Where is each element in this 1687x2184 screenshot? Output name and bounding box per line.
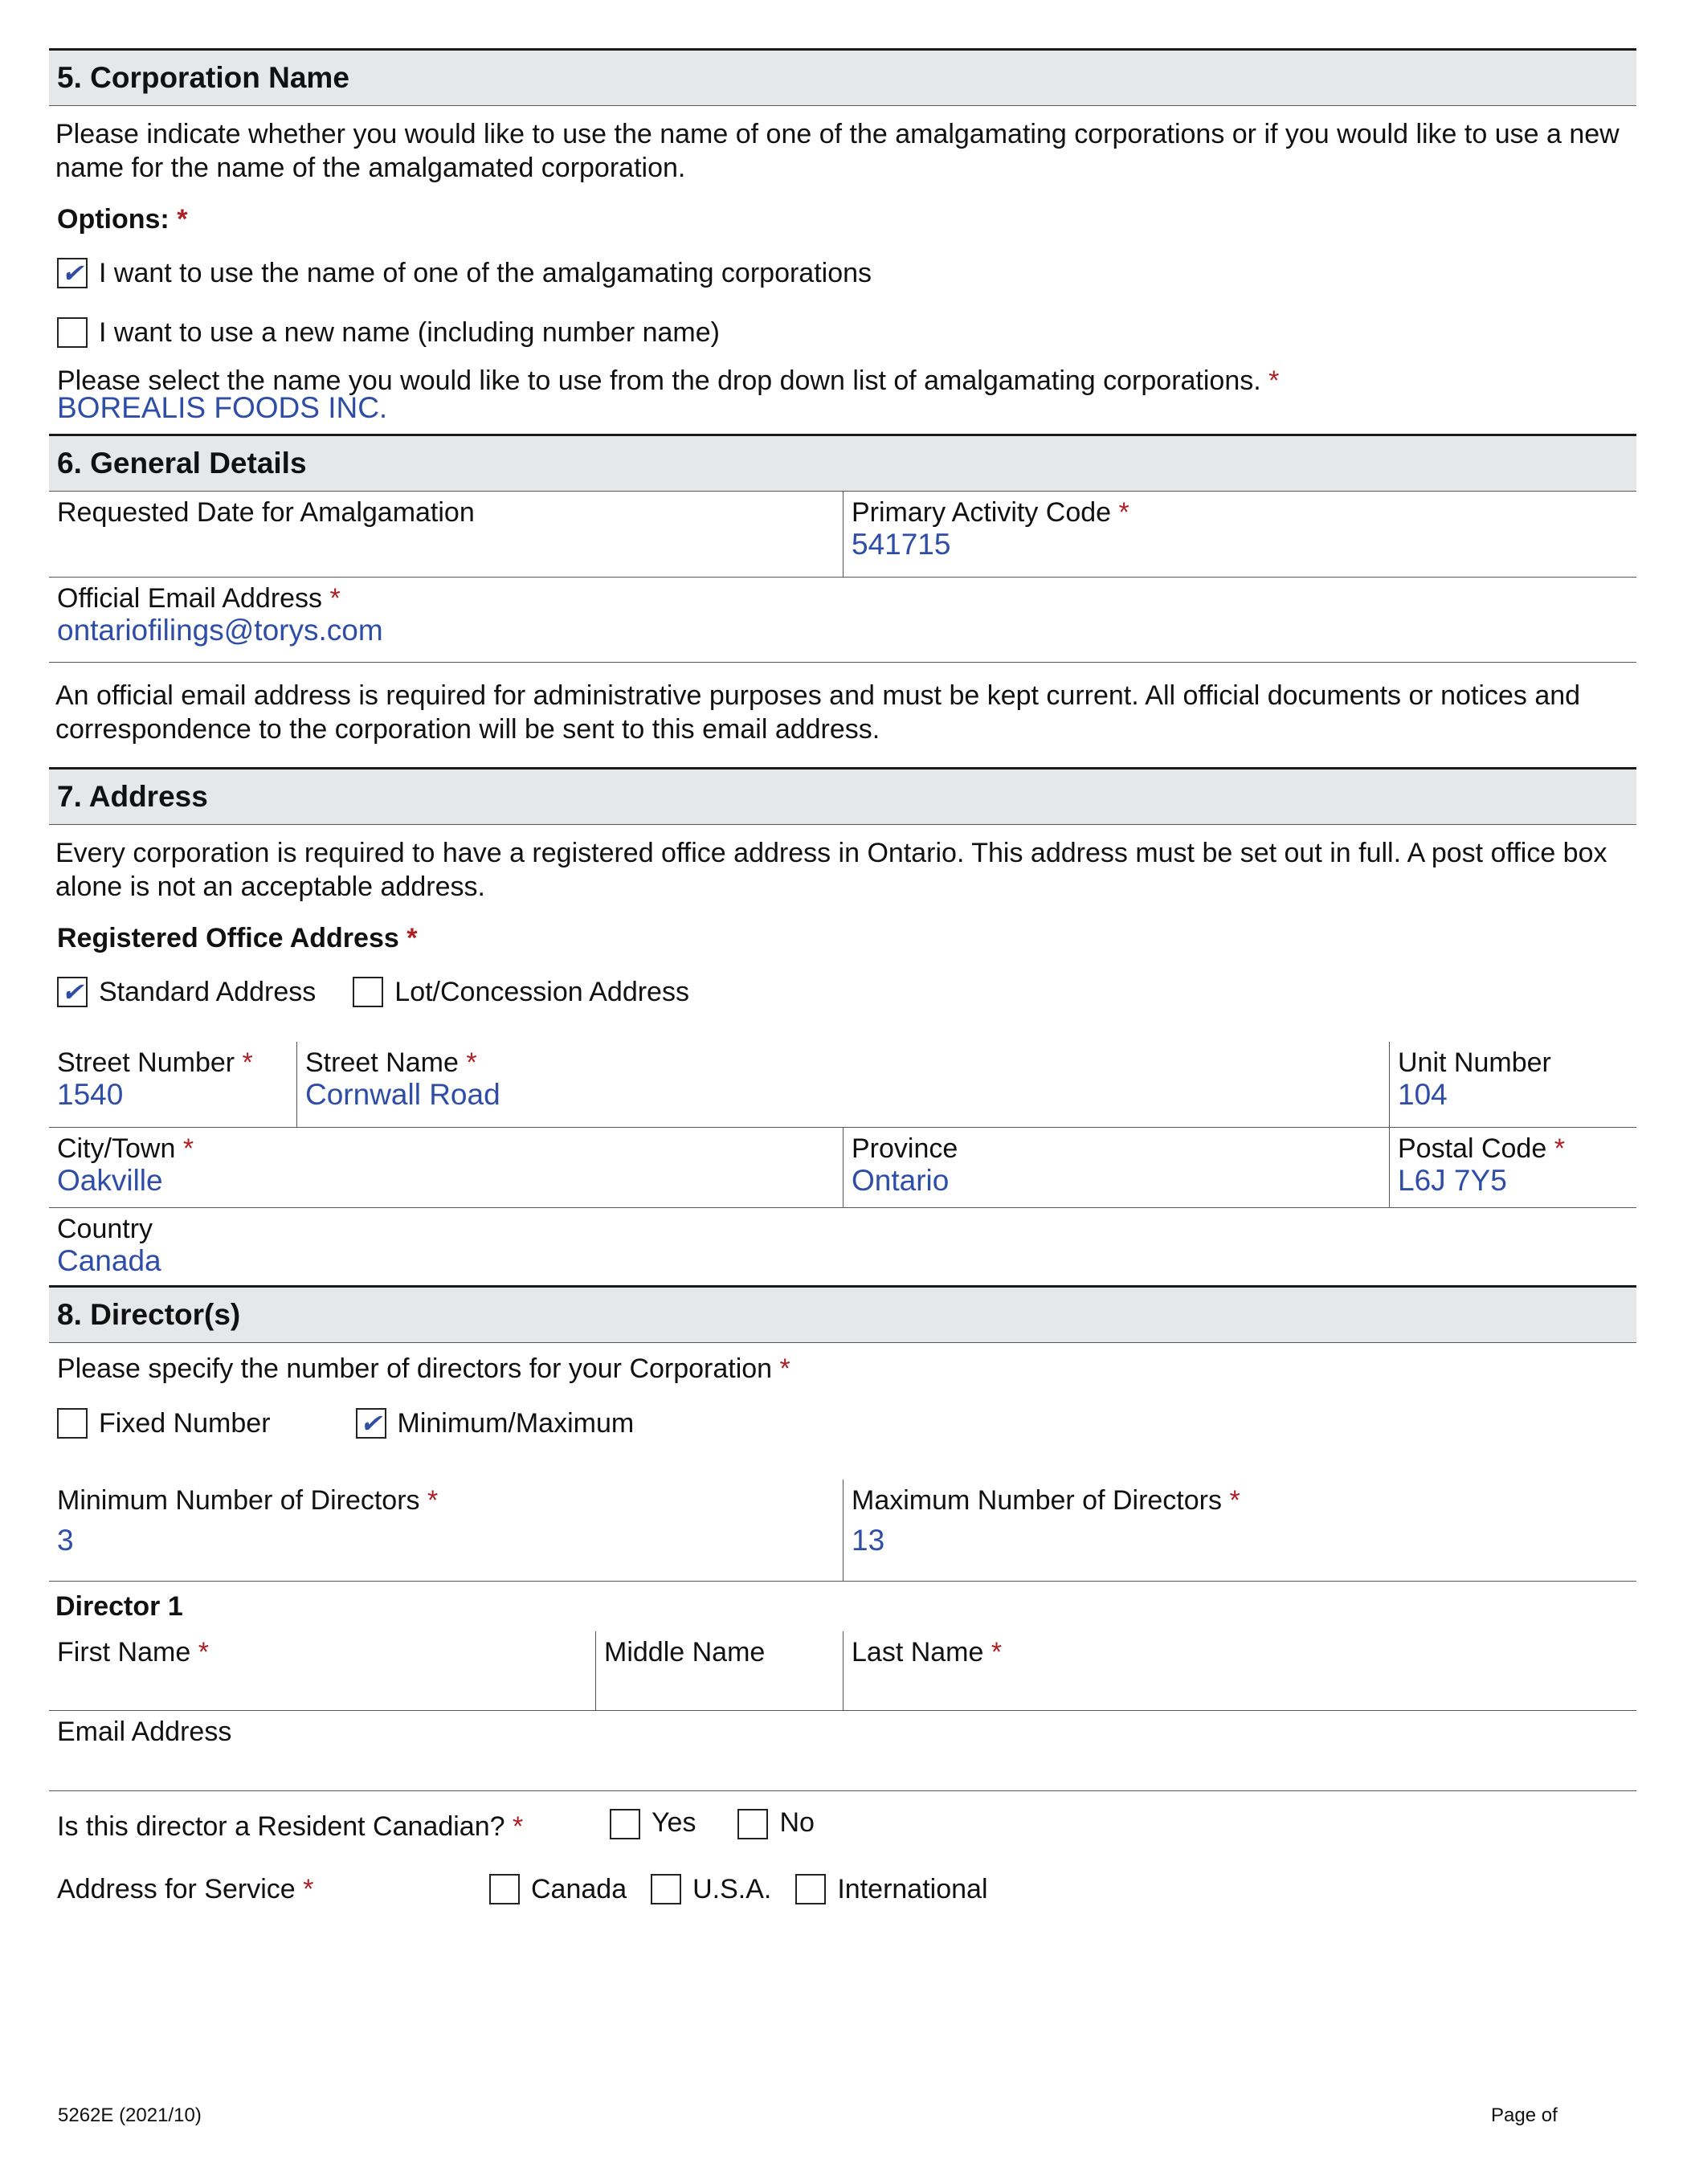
min-max-label: Minimum/Maximum: [397, 1408, 635, 1439]
resident-yes-checkbox[interactable]: [610, 1809, 640, 1839]
directors-min-max-row: [49, 1480, 1636, 1582]
section-7-header: [49, 767, 1636, 825]
official-email-value: ontariofilings@torys.com: [57, 614, 383, 647]
province-field[interactable]: [843, 1128, 1389, 1207]
address-row-1: [49, 1042, 1636, 1128]
max-directors-label: Maximum Number of Directors *: [852, 1485, 1240, 1516]
director-email-row: [49, 1711, 1636, 1791]
min-max-checkbox[interactable]: ✔: [356, 1408, 386, 1439]
selected-corporation-name[interactable]: BOREALIS FOODS INC.: [57, 391, 388, 424]
address-type-options: [57, 974, 1636, 1010]
street-number-value: 1540: [57, 1078, 124, 1111]
street-name-label: Street Name *: [305, 1047, 477, 1078]
max-directors-value: 13: [852, 1524, 885, 1557]
section-5-header: [49, 48, 1636, 106]
city-field[interactable]: [49, 1128, 843, 1207]
city-label: City/Town *: [57, 1133, 194, 1164]
street-number-field[interactable]: [49, 1042, 296, 1127]
section-8-title: 8. Director(s): [57, 1298, 241, 1331]
select-name-prompt: Please select the name you would like to use from the drop down list of amalgamating corporations. *: [57, 365, 1280, 396]
option-new-name[interactable]: [57, 315, 1636, 350]
address-for-service-label: Address for Service *: [57, 1874, 314, 1904]
standard-address-checkbox[interactable]: ✔: [57, 977, 88, 1007]
service-international-checkbox[interactable]: [795, 1874, 826, 1904]
min-directors-label: Minimum Number of Directors *: [57, 1485, 439, 1516]
middle-name-label: Middle Name: [604, 1637, 766, 1668]
official-email-note: An official email address is required for administrative purposes and must be kept current. All official documents or notices and correspondence to the corporation will be sent to this email address.: [55, 680, 1581, 745]
address-row-2: [49, 1128, 1636, 1208]
option-existing-name[interactable]: [57, 255, 1636, 291]
form-code: 5262E (2021/10): [58, 2104, 202, 2126]
director-email-label: Email Address: [57, 1717, 232, 1747]
standard-address-label: Standard Address: [99, 977, 317, 1007]
official-email-label: Official Email Address *: [57, 583, 341, 614]
postal-code-label: Postal Code *: [1398, 1133, 1565, 1164]
registered-office-label: Registered Office Address *: [57, 923, 418, 953]
fixed-number-label: Fixed Number: [99, 1408, 271, 1439]
amalgamation-date-field[interactable]: [49, 492, 843, 577]
page-number: Page of: [1491, 2104, 1558, 2126]
min-directors-field[interactable]: [49, 1480, 843, 1581]
service-canada-label: Canada: [531, 1874, 627, 1904]
province-label: Province: [852, 1133, 958, 1164]
address-for-service-row: [57, 1872, 1632, 1907]
director-name-row: [49, 1631, 1636, 1711]
country-field[interactable]: [49, 1208, 1636, 1285]
first-name-label: First Name *: [57, 1637, 209, 1668]
min-directors-value: 3: [57, 1524, 74, 1557]
max-directors-field[interactable]: [843, 1480, 1636, 1581]
existing-name-checkbox[interactable]: ✔: [57, 258, 88, 288]
section-5-intro: Please indicate whether you would like to use the name of one of the amalgamating corporations or if you would like to use a new name for the name of the amalgamated corporation.: [55, 119, 1620, 183]
director-1-heading: Director 1: [55, 1591, 183, 1622]
first-name-field[interactable]: [49, 1631, 595, 1710]
section-6-title: 6. General Details: [57, 447, 307, 480]
middle-name-field[interactable]: [595, 1631, 843, 1710]
province-value: Ontario: [852, 1164, 950, 1197]
section-8-header: [49, 1285, 1636, 1343]
street-name-value: Cornwall Road: [305, 1078, 500, 1111]
unit-number-value: 104: [1398, 1078, 1448, 1111]
last-name-field[interactable]: [843, 1631, 1636, 1710]
fixed-number-checkbox[interactable]: [57, 1408, 88, 1439]
general-details-row-2: [49, 578, 1636, 663]
service-usa-label: U.S.A.: [692, 1874, 772, 1904]
primary-activity-field[interactable]: [843, 492, 1636, 577]
lot-concession-checkbox[interactable]: [353, 977, 383, 1007]
service-usa-checkbox[interactable]: [651, 1874, 681, 1904]
official-email-field[interactable]: [49, 578, 1636, 662]
section-7-intro: Every corporation is required to have a registered office address in Ontario. This address must be set out in full. A post office box alone is not an acceptable address.: [55, 838, 1607, 902]
options-label: Options: *: [57, 204, 188, 235]
director-email-field[interactable]: [49, 1711, 1636, 1790]
service-international-label: International: [837, 1874, 988, 1904]
street-number-label: Street Number *: [57, 1047, 253, 1078]
postal-code-field[interactable]: [1389, 1128, 1636, 1207]
directors-count-prompt: Please specify the number of directors for your Corporation *: [57, 1353, 790, 1384]
resident-canadian-row: [57, 1809, 1632, 1844]
city-value: Oakville: [57, 1164, 163, 1197]
directors-count-options: [57, 1406, 1636, 1441]
amalgamation-date-label: Requested Date for Amalgamation: [57, 497, 475, 528]
resident-canadian-question: Is this director a Resident Canadian? *: [57, 1811, 524, 1842]
country-value: Canada: [57, 1244, 161, 1277]
primary-activity-value: 541715: [852, 528, 951, 561]
street-name-field[interactable]: [296, 1042, 1389, 1127]
primary-activity-label: Primary Activity Code *: [852, 497, 1129, 528]
postal-code-value: L6J 7Y5: [1398, 1164, 1507, 1197]
resident-no-label: No: [779, 1807, 815, 1838]
last-name-label: Last Name *: [852, 1637, 1003, 1668]
form-page: [49, 48, 1636, 1907]
country-label: Country: [57, 1214, 153, 1244]
address-row-3: [49, 1208, 1636, 1285]
resident-no-checkbox[interactable]: [737, 1809, 768, 1839]
lot-concession-label: Lot/Concession Address: [394, 977, 689, 1007]
section-7-title: 7. Address: [57, 780, 208, 813]
general-details-row-1: [49, 492, 1636, 578]
new-name-checkbox[interactable]: [57, 317, 88, 348]
section-6-header: [49, 434, 1636, 492]
unit-number-field[interactable]: [1389, 1042, 1636, 1127]
existing-name-label: I want to use the name of one of the amalgamating corporations: [99, 258, 872, 288]
service-canada-checkbox[interactable]: [489, 1874, 520, 1904]
resident-yes-label: Yes: [652, 1807, 696, 1838]
unit-number-label: Unit Number: [1398, 1047, 1551, 1078]
new-name-label: I want to use a new name (including number name): [99, 317, 720, 348]
section-5-title: 5. Corporation Name: [57, 61, 349, 94]
